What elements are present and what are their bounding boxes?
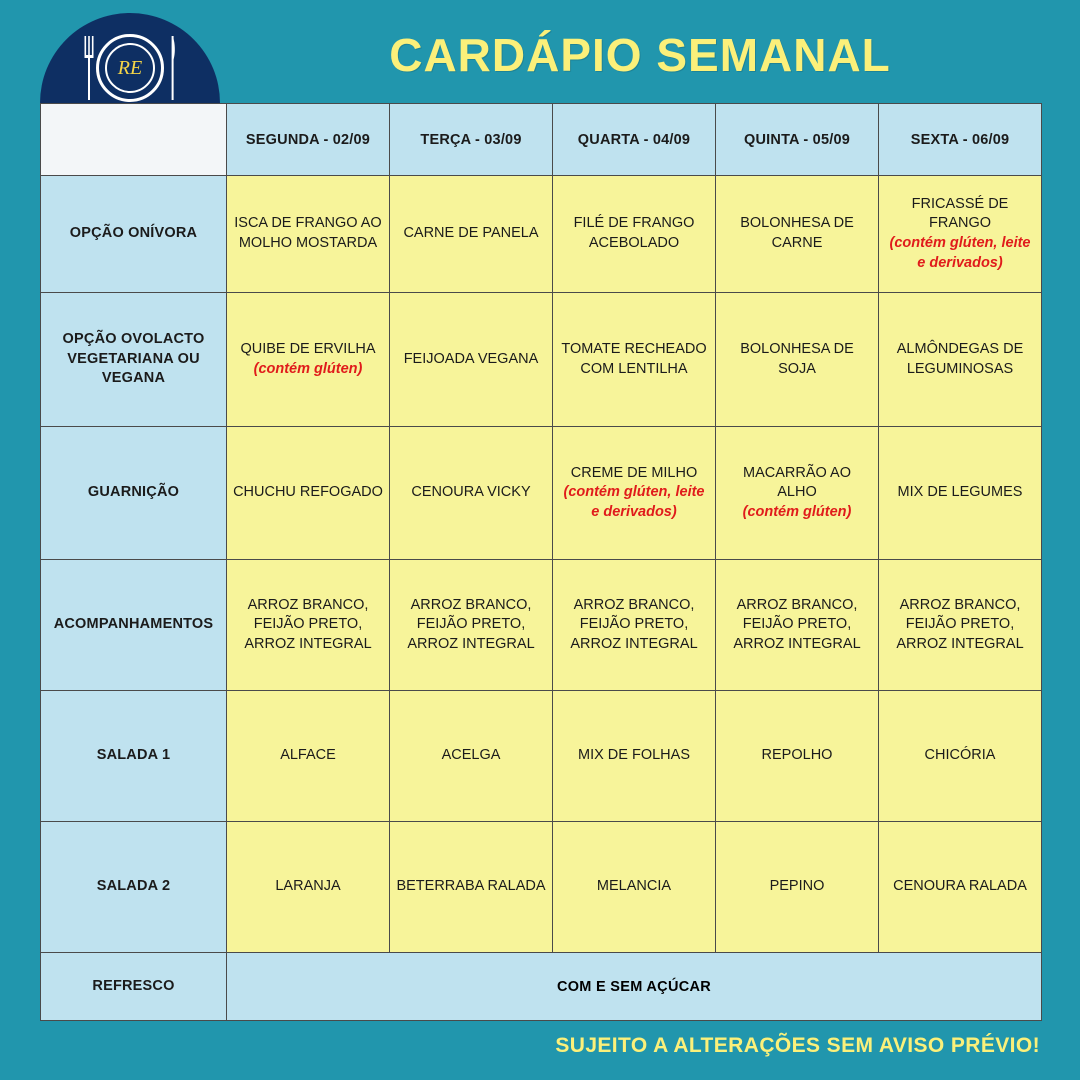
cell-text: ISCA DE FRANGO AO MOLHO MOSTARDA [234, 215, 382, 251]
row-label-salada-1: SALADA 1 [41, 691, 227, 822]
knife-icon [166, 36, 176, 100]
row-label-acompanhamentos: ACOMPANHAMENTOS [41, 560, 227, 691]
menu-table-wrapper [40, 103, 1042, 1021]
cell-text: BOLONHESA DE SOJA [740, 340, 854, 377]
cell-text: CHICÓRIA [924, 747, 996, 764]
cell-onivora-thursday [716, 176, 879, 293]
cell-onivora-friday [879, 176, 1042, 293]
cell-vegetariana-thursday [716, 293, 879, 427]
cell-text: CARNE DE PANELA [403, 225, 539, 242]
table-row [41, 293, 1042, 427]
cell-text: ARROZ BRANCO, FEIJÃO PRETO, ARROZ INTEGRAL [896, 596, 1024, 652]
cell-text: ALMÔNDEGAS DE LEGUMINOSAS [896, 340, 1024, 377]
cell-salada1-monday [227, 691, 390, 822]
footer-note: SUJEITO A ALTERAÇÕES SEM AVISO PRÉVIO! [555, 1034, 1040, 1057]
table-row [41, 953, 1042, 1021]
cell-text: FILÉ DE FRANGO ACEBOLADO [573, 215, 695, 251]
cell-salada2-thursday [716, 822, 879, 953]
cell-text: FRICASSÉ DE FRANGO [911, 195, 1009, 232]
table-row [41, 176, 1042, 293]
allergen-warning: (contém glúten) [742, 503, 852, 520]
day-header-monday: SEGUNDA - 02/09 [227, 104, 390, 176]
menu-table [40, 103, 1042, 1021]
cell-text: CREME DE MILHO [570, 464, 698, 481]
cell-acompanhamentos-tuesday [390, 560, 553, 691]
cell-text: ARROZ BRANCO, FEIJÃO PRETO, ARROZ INTEGRAL [244, 596, 372, 652]
cell-text: MELANCIA [596, 878, 672, 895]
day-header-wednesday: QUARTA - 04/09 [553, 104, 716, 176]
cell-text: CHUCHU REFOGADO [233, 484, 383, 501]
cell-text: REPOLHO [761, 747, 833, 764]
logo-monogram: RE [117, 57, 143, 79]
day-header-tuesday: TERÇA - 03/09 [390, 104, 553, 176]
cell-guarnicao-thursday [716, 427, 879, 560]
logo-emblem [78, 31, 182, 105]
cell-onivora-monday [227, 176, 390, 293]
cell-acompanhamentos-friday [879, 560, 1042, 691]
cell-text: FEIJOADA VEGANA [403, 350, 539, 367]
cell-text: LARANJA [275, 878, 341, 895]
cell-guarnicao-wednesday [553, 427, 716, 560]
cell-vegetariana-friday [879, 293, 1042, 427]
table-row [41, 691, 1042, 822]
allergen-warning: (contém glúten, leite e derivados) [563, 484, 705, 520]
cell-text: ARROZ BRANCO, FEIJÃO PRETO, ARROZ INTEGRAL [733, 596, 861, 652]
day-header-friday: SEXTA - 06/09 [879, 104, 1042, 176]
cell-salada2-tuesday [390, 822, 553, 953]
row-label-salada-2: SALADA 2 [41, 822, 227, 953]
cell-text: PEPINO [769, 878, 825, 895]
cell-salada1-friday [879, 691, 1042, 822]
cell-guarnicao-tuesday [390, 427, 553, 560]
table-row [41, 427, 1042, 560]
cell-text: TOMATE RECHEADO COM LENTILHA [561, 340, 707, 377]
cell-text: ARROZ BRANCO, FEIJÃO PRETO, ARROZ INTEGRAL [407, 596, 535, 652]
plate-inner-ring [105, 43, 155, 93]
allergen-warning: (contém glúten, leite e derivados) [889, 235, 1031, 271]
cell-text: MACARRÃO AO ALHO [743, 464, 851, 501]
fork-icon [84, 36, 94, 100]
table-row [41, 822, 1042, 953]
cell-text: QUIBE DE ERVILHA [240, 340, 376, 357]
cell-vegetariana-monday [227, 293, 390, 427]
cell-guarnicao-monday [227, 427, 390, 560]
cell-text: BOLONHESA DE CARNE [740, 215, 854, 251]
cell-text: CENOURA RALADA [893, 878, 1027, 895]
cell-text: ACELGA [441, 747, 501, 764]
cell-vegetariana-wednesday [553, 293, 716, 427]
cell-text: MIX DE LEGUMES [897, 484, 1023, 501]
cell-salada1-tuesday [390, 691, 553, 822]
cell-salada1-thursday [716, 691, 879, 822]
table-header-row [41, 104, 1042, 176]
cell-refresco-value: COM E SEM AÇÚCAR [227, 953, 1042, 1021]
cell-salada2-monday [227, 822, 390, 953]
cell-acompanhamentos-wednesday [553, 560, 716, 691]
page-title: CARDÁPIO SEMANAL [389, 29, 891, 81]
cell-salada2-friday [879, 822, 1042, 953]
cell-text: CENOURA VICKY [411, 484, 531, 501]
cell-salada2-wednesday [553, 822, 716, 953]
day-header-thursday: QUINTA - 05/09 [716, 104, 879, 176]
cell-vegetariana-tuesday [390, 293, 553, 427]
cell-text: MIX DE FOLHAS [578, 747, 690, 764]
cell-salada1-wednesday [553, 691, 716, 822]
table-corner-cell [41, 104, 227, 176]
row-label-refresco: REFRESCO [41, 953, 227, 1021]
row-label-vegetariana: OPÇÃO OVOLACTO VEGETARIANA OU VEGANA [41, 293, 227, 427]
allergen-warning: (contém glúten) [253, 360, 363, 377]
cell-guarnicao-friday [879, 427, 1042, 560]
cell-acompanhamentos-monday [227, 560, 390, 691]
cell-text: ALFACE [280, 747, 336, 764]
row-label-guarnicao: GUARNIÇÃO [41, 427, 227, 560]
cell-text: BETERRABA RALADA [396, 878, 546, 895]
cell-text: ARROZ BRANCO, FEIJÃO PRETO, ARROZ INTEGRAL [570, 596, 698, 652]
cell-acompanhamentos-thursday [716, 560, 879, 691]
row-label-onivora: OPÇÃO ONÍVORA [41, 176, 227, 293]
cell-onivora-wednesday [553, 176, 716, 293]
table-row [41, 560, 1042, 691]
cell-onivora-tuesday [390, 176, 553, 293]
